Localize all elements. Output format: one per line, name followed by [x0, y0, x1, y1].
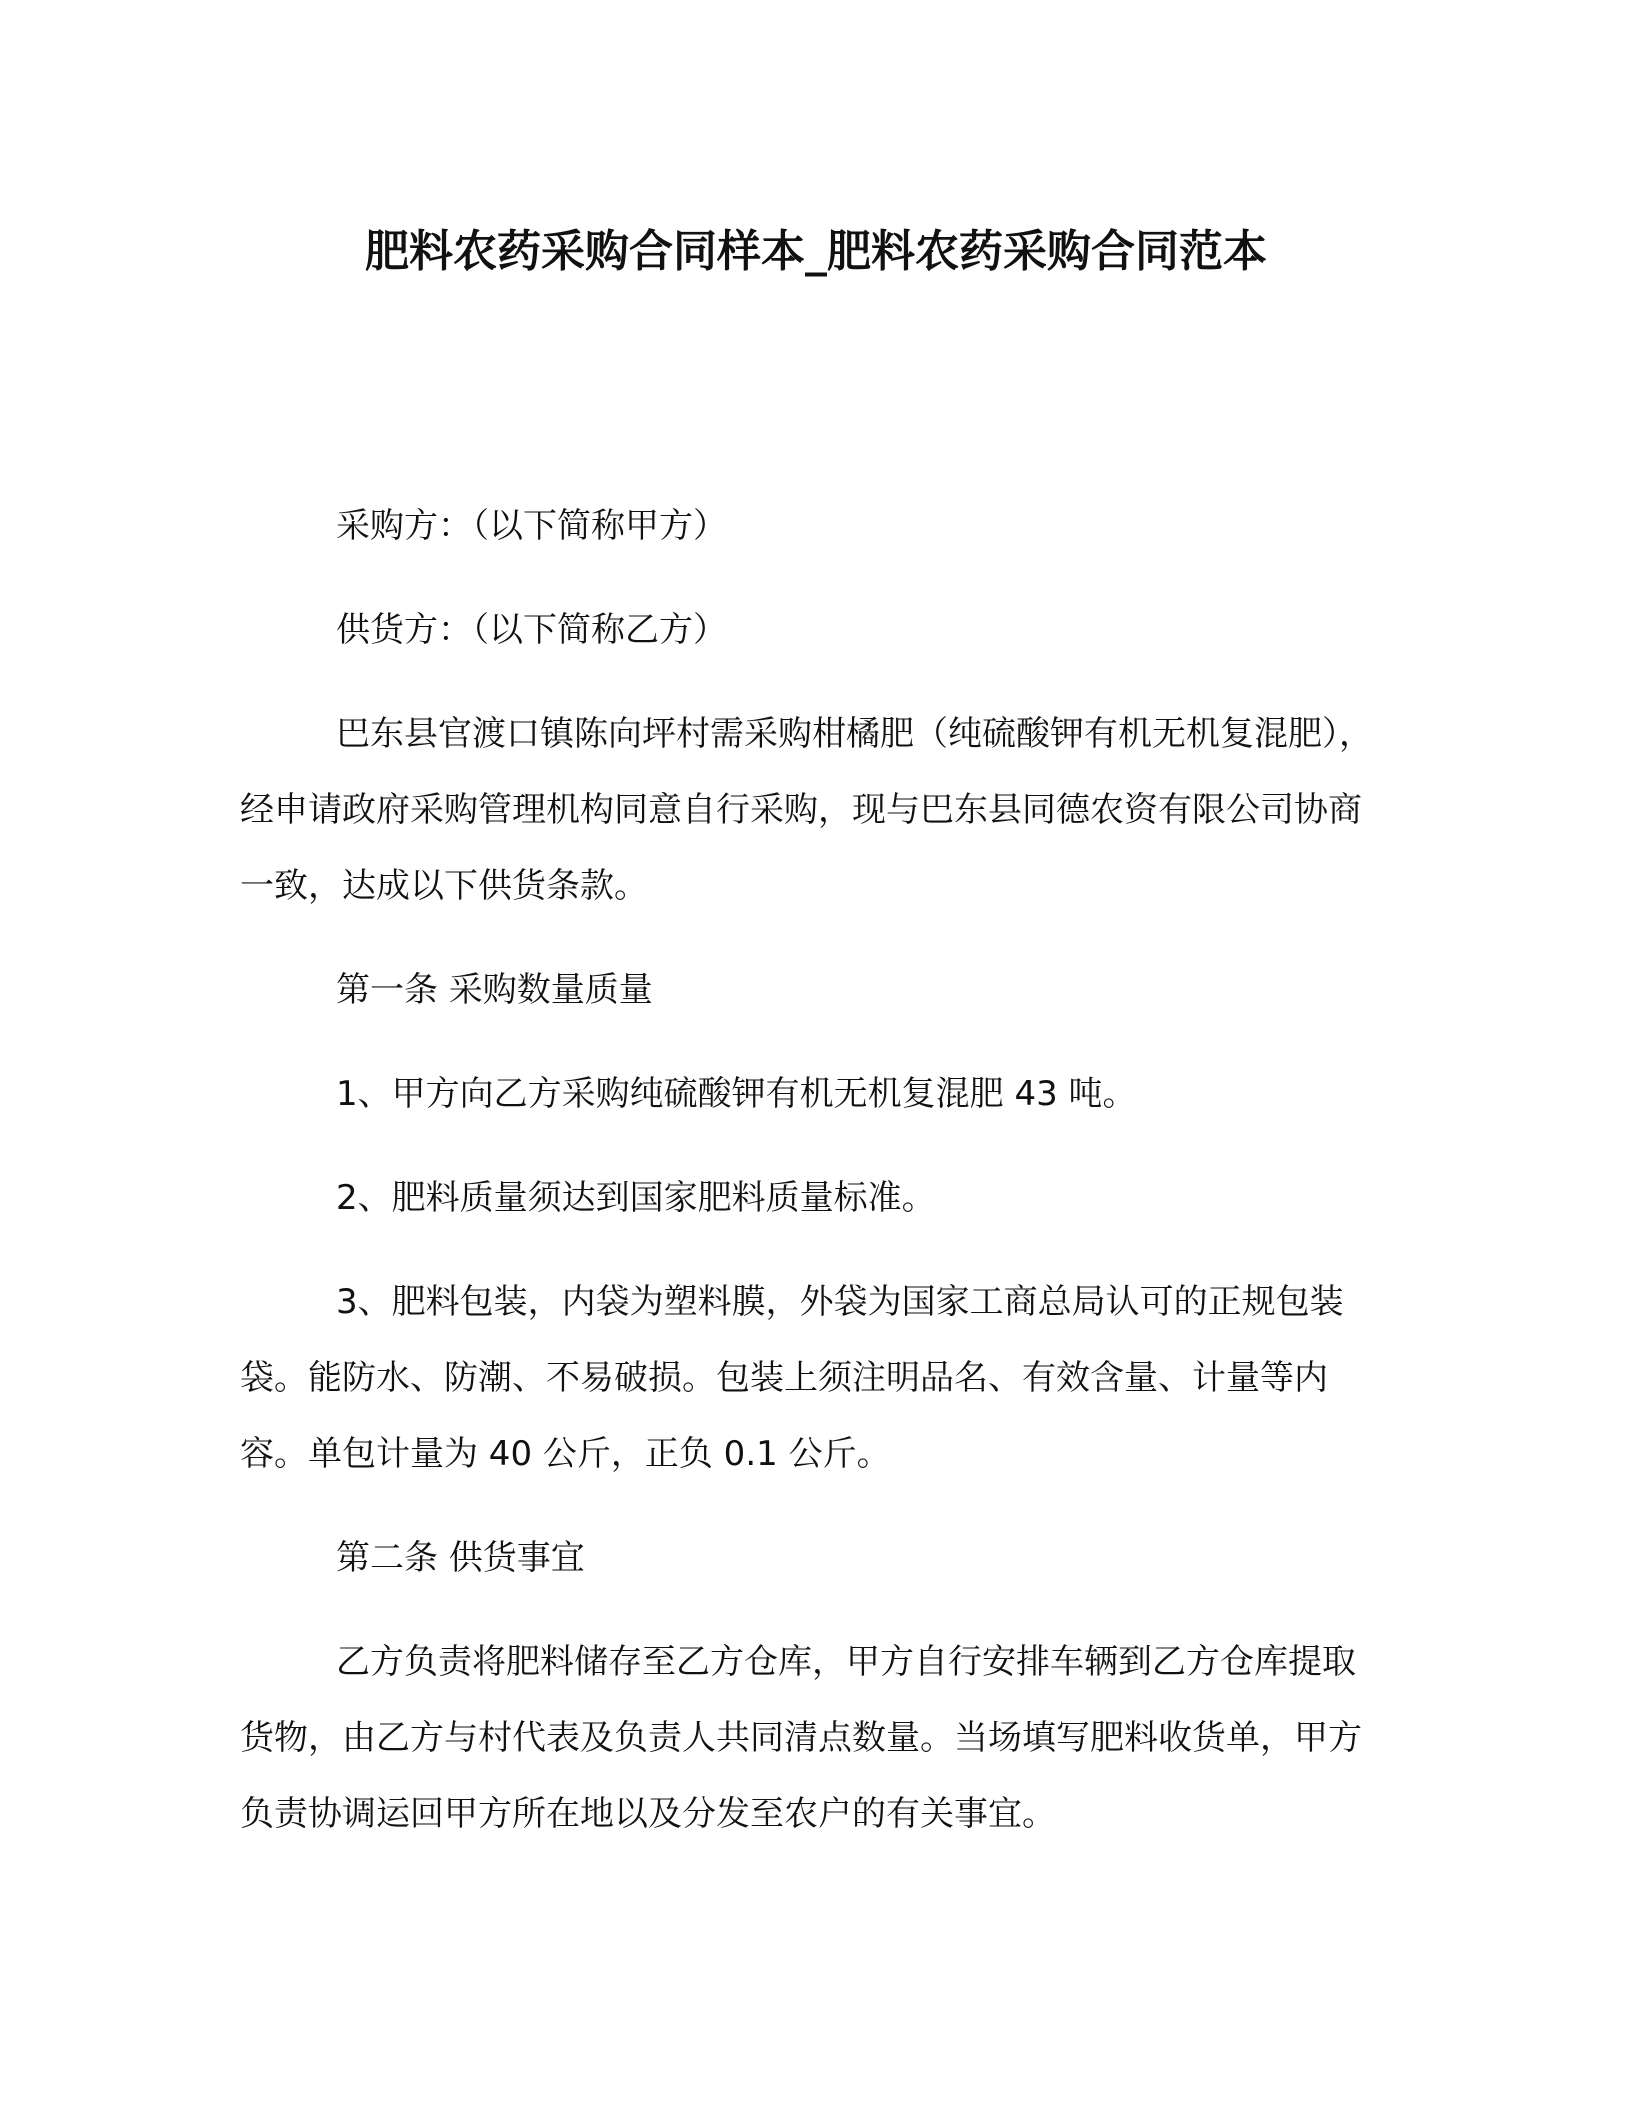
document-body: [240, 488, 1380, 1880]
article-two-heading: 第二条 供货事宜: [336, 1538, 585, 1578]
article-one-item-3: 3、肥料包装，内袋为塑料膜，外袋为国家工商总局认可的正规包装袋。能防水、防潮、不易破损。包装上须注明品名、有效含量、计量等内容。单包计量为 40 公斤，正负 0.1 公斤。: [240, 1282, 1344, 1474]
article-one-item-1: 1、甲方向乙方采购纯硫酸钾有机无机复混肥 43 吨。: [336, 1074, 1137, 1114]
purchaser-line: 采购方：（以下简称甲方）: [336, 506, 727, 546]
document-title: 肥料农药采购合同样本_肥料农药采购合同范本: [365, 226, 1267, 277]
article-one-item-2: 2、肥料质量须达到国家肥料质量标准。: [336, 1178, 936, 1218]
intro-paragraph: 巴东县官渡口镇陈向坪村需采购柑橘肥（纯硫酸钾有机无机复混肥），经申请政府采购管理机构同意自行采购，现与巴东县同德农资有限公司协商一致，达成以下供货条款。: [240, 714, 1373, 906]
supplier-line: 供货方：（以下简称乙方）: [336, 610, 727, 650]
article-two-paragraph: 乙方负责将肥料储存至乙方仓库，甲方自行安排车辆到乙方仓库提取货物，由乙方与村代表及负责人共同清点数量。当场填写肥料收货单，甲方负责协调运回甲方所在地以及分发至农户的有关事宜。: [240, 1642, 1362, 1834]
article-one-heading: 第一条 采购数量质量: [336, 970, 653, 1010]
